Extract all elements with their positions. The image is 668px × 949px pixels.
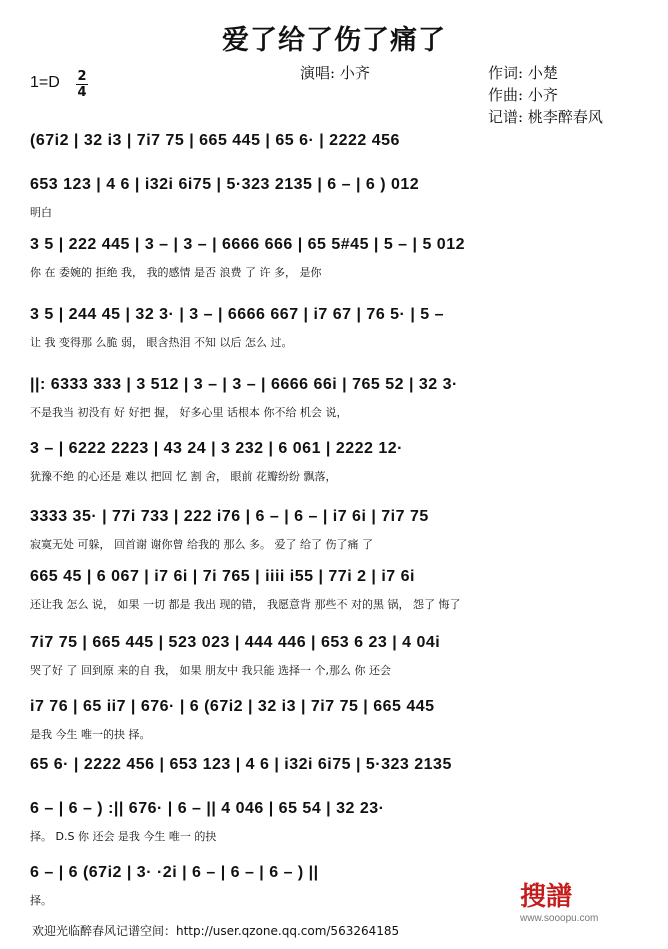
time-signature-top: 2 [77,69,87,84]
transcriber: 记谱: 桃李醉春风 [488,108,603,126]
logo-url: www.sooopu.com [520,913,599,924]
score-row-notes: 3 – | 6222 2223 | 43 24 | 3 232 | 6 061 | 2222 12· [30,440,403,457]
score-row-notes: 6 – | 6 (67i2 | 3· ·2i | 6 – | 6 – | 6 – ) || [30,864,319,881]
score-row-notes: i7 76 | 65 ii7 | 676· | 6 (67i2 | 32 i3 | 7i7 75 | 665 445 [30,698,435,715]
score-row-lyrics: 让 我 变得那 么脆 弱， 眼含热泪 不知 以后 怎么 过。 [30,336,293,349]
key-signature: 1=D [30,74,60,91]
score-row-notes: (67i2 | 32 i3 | 7i7 75 | 665 445 | 65 6· | 2222 456 [30,132,400,149]
score-row-notes: 653 123 | 4 6 | i32i 6i75 | 5·323 2135 | 6 – | 6 ) 012 [30,176,420,193]
score-row-lyrics: 哭了好 了 回到原 来的自 我， 如果 朋友中 我只能 选择一 个,那么 你 还会 [30,664,391,677]
composer: 作曲: 小齐 [488,86,558,104]
logo [520,876,630,926]
score-row-notes: 3 5 | 244 45 | 32 3· | 3 – | 6666 667 | i7 67 | 76 5· | 5 – [30,306,444,323]
score-row-lyrics: 择。 D.S 你 还会 是我 今生 唯一 的抉 [30,830,217,843]
score-row-lyrics: 你 在 委婉的 拒绝 我， 我的感情 是否 浪费 了 许 多， 是你 [30,266,322,279]
score-row-lyrics: 是我 今生 唯一的抉 择。 [30,728,151,741]
score-row-lyrics: 明白 [30,206,52,219]
score-row-notes: 7i7 75 | 665 445 | 523 023 | 444 446 | 653 6 23 | 4 04i [30,634,441,651]
score-row-notes: 6 – | 6 – ) :|| 676· | 6 – || 4 046 | 65 54 | 32 23· [30,800,385,817]
time-signature-bottom: 4 [77,85,87,100]
score-row-lyrics: 还让我 怎么 说， 如果 一切 都是 我出 现的错， 我愿意背 那些不 对的黑 锅， 怨了 悔了 [30,598,461,611]
lyricist: 作词: 小楚 [488,64,558,82]
time-signature [76,70,88,99]
score-row-notes: 3 5 | 222 445 | 3 – | 3 – | 6666 666 | 65 5#45 | 5 – | 5 012 [30,236,465,253]
score-row-notes: ||: 6333 333 | 3 512 | 3 – | 3 – | 6666 66i | 765 52 | 32 3· [30,376,458,393]
logo-text: 搜譜 [520,882,573,912]
singer: 演唱: 小齐 [300,64,370,82]
score-row-notes: 65 6· | 2222 456 | 653 123 | 4 6 | i32i 6i75 | 5·323 2135 [30,756,452,773]
score-row-lyrics: 寂寞无处 可躲， 回首谢 谢你曾 给我的 那么 多。 爱了 给了 伤了痛 了 [30,538,373,551]
page-title: 爱了给了伤了痛了 [222,25,446,56]
footer-note: 欢迎光临醉春风记谱空间：http://user.qzone.qq.com/563264185 [32,924,400,938]
score-row-lyrics: 择。 [30,894,52,907]
score-row-lyrics: 不是我当 初没有 好 好把 握， 好多心里 话根本 你不给 机会 说， [30,406,348,419]
score-row-notes: 665 45 | 6 067 | i7 6i | 7i 765 | iiii i55 | 77i 2 | i7 6i [30,568,415,585]
score-row-notes: 3333 35· | 77i 733 | 222 i76 | 6 – | 6 – | i7 6i | 7i7 75 [30,508,429,525]
score-row-lyrics: 犹豫不绝 的心还是 难以 把回 忆 割 舍， 眼前 花瓣纷纷 飘落， [30,470,337,483]
